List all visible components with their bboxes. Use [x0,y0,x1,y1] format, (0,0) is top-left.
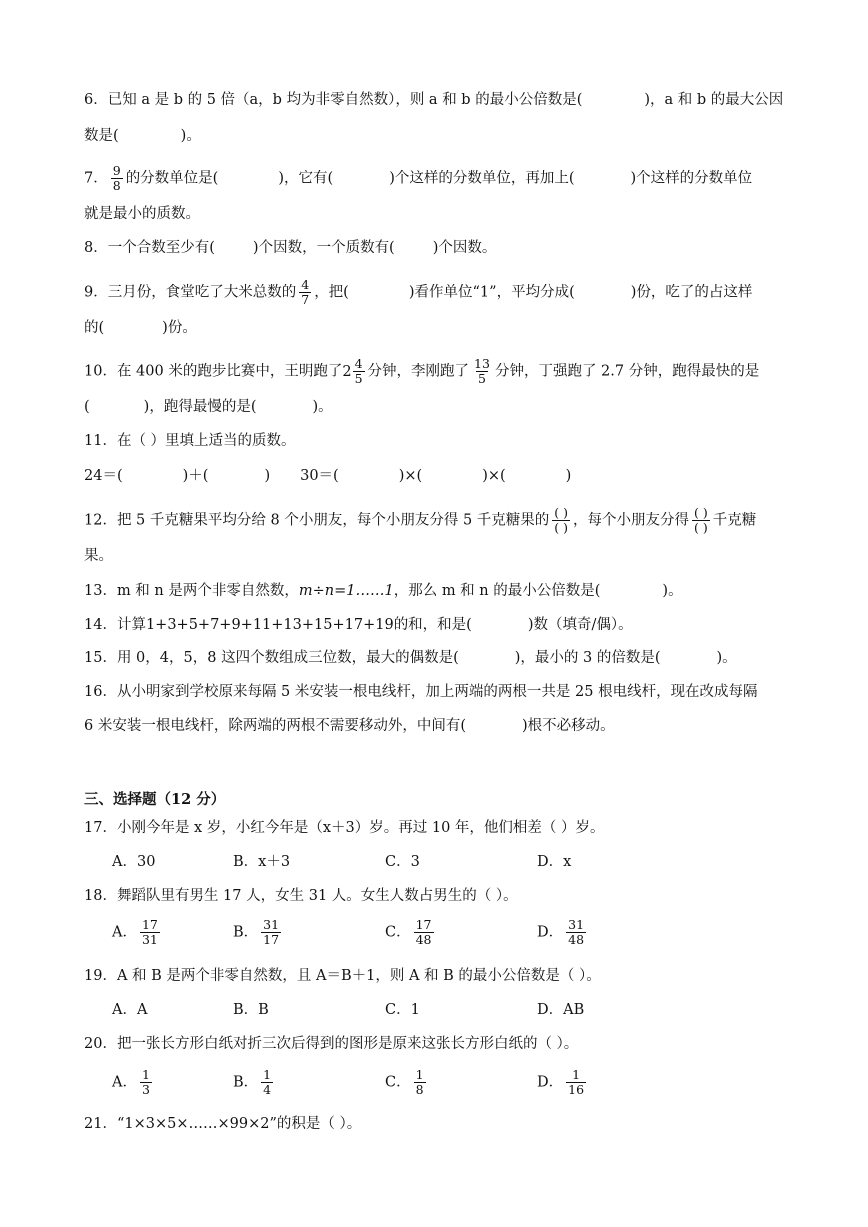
question-text: )，a 和 b 的最大公因 [644,92,784,108]
question-text: 的分数单位是( [125,170,219,187]
question-text: 的( [84,320,105,336]
fraction [261,918,281,947]
question-7-line-1 [84,164,786,193]
question-6-line-1 [84,90,786,110]
question-text: )个因数。 [432,240,497,256]
question-number: 12． [84,512,117,529]
question-6-line-2 [84,126,786,146]
question-14 [84,615,786,635]
fraction-numerator: 4 [301,277,310,292]
question-text: m 和 n 是两个非零自然数， [116,583,299,599]
fraction [353,357,365,386]
question-text: )个这样的分数单位，再加上( [389,170,575,187]
question-text: )。 [180,128,201,144]
question-10-line-2 [84,397,786,417]
question-text: “1×3×5×……×99×2”的积是（ ）。 [116,1116,362,1132]
question-text: )。 [716,650,737,666]
option-b[interactable]: B．B [233,1002,269,1018]
fraction [566,1068,586,1097]
option-b[interactable]: B．x＋3 [233,854,291,870]
mixed-number-whole: 2 [342,363,352,380]
fraction [472,357,492,386]
question-9-line-2 [84,318,786,338]
fraction [414,1068,426,1097]
fraction-numerator: 17 [141,917,158,932]
fraction-denominator-blank[interactable]: ( ) [554,520,569,535]
option-label: A． [112,1074,137,1091]
fraction [261,1068,273,1097]
option-label: D． [537,1074,564,1091]
fraction [299,278,311,307]
question-text: 在 400 米的跑步比赛中，王明跑了 [116,363,343,380]
fraction-blank[interactable] [692,506,710,535]
option-c[interactable] [385,1068,429,1097]
option-a[interactable]: A．30 [112,854,156,870]
question-number: 7． [84,170,108,187]
equation-text: )×( [482,468,506,484]
option-label: C． [385,1074,411,1091]
fraction-numerator: 4 [354,356,363,371]
question-text: 把一张长方形白纸对折三次后得到的图形是原来这张长方形白纸的（ ）。 [116,1036,579,1052]
fraction-numerator: 1 [572,1067,581,1082]
question-18 [84,886,786,906]
question-text: ，每个小朋友分得 [573,512,690,529]
fraction-numerator: 1 [263,1067,272,1082]
equation-text: 30＝( [300,468,339,484]
question-13 [84,581,786,601]
fraction-numerator: 31 [568,917,585,932]
math-expression: 1+3+5+7+9+11+13+15+17+19 [145,617,394,633]
option-d[interactable]: D．AB [537,1002,585,1018]
question-text: ，那么 m 和 n 的最小公倍数是( [393,583,601,599]
option-label: B． [233,1074,259,1091]
question-19 [84,966,786,986]
question-text: 千克糖 [712,512,757,529]
question-text: )个这样的分数单位 [630,170,753,187]
question-text: 6 米安装一根电线杆，除两端的两根不需要移动外，中间有( [84,718,466,734]
option-label: A． [112,924,137,941]
question-9-line-1 [84,278,786,307]
question-text: 三月份，食堂吃了大米总数的 [107,284,297,301]
question-number: 6． [84,92,108,108]
fraction-numerator-blank[interactable]: ( ) [554,505,569,520]
equation-text: )×( [398,468,423,484]
option-a[interactable] [112,918,163,947]
question-text: )份。 [162,320,197,336]
question-text: 舞蹈队里有男生 17 人，女生 31 人。女生人数占男生的（ ）。 [116,888,518,904]
question-16-line-2 [84,716,786,736]
question-text: 计算 [116,617,146,633]
question-text: 一个合数至少有( [107,240,215,256]
fraction-denominator: 16 [568,1082,585,1097]
fraction-numerator: 9 [112,163,121,178]
fraction-denominator: 5 [354,371,363,386]
question-17 [84,818,786,838]
option-label: B． [233,924,259,941]
fraction-numerator: 17 [415,917,432,932]
question-text: 就是最小的质数。 [84,206,200,222]
question-20 [84,1034,786,1054]
question-number: 18． [84,888,117,904]
fraction-denominator: 48 [415,932,432,947]
question-number: 19． [84,968,117,984]
fraction-denominator: 17 [263,932,280,947]
question-number: 8． [84,240,108,256]
question-number: 20． [84,1036,117,1052]
question-text: 小刚今年是 x 岁，小红今年是（x＋3）岁。再过 10 年，他们相差（ ）岁。 [116,820,605,836]
option-c[interactable]: C．1 [385,1002,420,1018]
fraction-denominator: 48 [568,932,585,947]
question-text: 从小明家到学校原来每隔 5 米安装一根电线杆，加上两端的两根一共是 25 根电线杆，现在改成每隔 [116,684,758,700]
fraction [140,1068,152,1097]
question-number: 13． [84,583,117,599]
question-16-line-1 [84,682,786,702]
question-21 [84,1114,786,1134]
equation-text: ) [264,468,271,484]
question-text: 把 5 千克糖果平均分给 8 个小朋友，每个小朋友分得 5 千克糖果的 [116,512,550,529]
question-number: 14． [84,617,117,633]
fraction-numerator: 1 [141,1067,150,1082]
option-b[interactable] [233,918,284,947]
question-text: ，把( [314,284,349,301]
question-text: A 和 B 是两个非零自然数，且 A＝B＋1，则 A 和 B 的最小公倍数是（ ）。 [116,968,601,984]
fraction-denominator: 31 [141,932,158,947]
question-text: 数是( [84,128,119,144]
question-text: )，它有( [278,170,334,187]
fraction-numerator: 1 [415,1067,424,1082]
question-text: 分钟，丁强跑了 2.7 分钟，跑得最快的是 [494,363,760,380]
question-text: 的和，和是( [393,617,472,633]
fraction-blank[interactable] [552,506,570,535]
question-12-line-1 [84,506,786,535]
question-text: )个因数，一个质数有( [252,240,395,256]
option-a[interactable] [112,1068,155,1097]
question-number: 16． [84,684,117,700]
fraction-numerator: 13 [474,356,490,371]
math-expression: m÷n=1……1 [298,583,394,599]
equation-text: )＋( [182,468,209,484]
option-b[interactable] [233,1068,276,1097]
fraction-denominator: 3 [141,1082,150,1097]
question-number: 11． [84,433,117,449]
question-text: )，跑得最慢的是( [143,399,257,415]
question-15 [84,648,786,668]
option-a[interactable]: A．A [112,1002,148,1018]
option-d[interactable]: D．x [537,854,572,870]
question-text: 用 0，4，5，8 这四个数组成三位数，最大的偶数是( [116,650,459,666]
fraction-denominator: 5 [478,371,486,386]
question-12-line-2 [84,546,786,566]
question-text: ( [84,399,90,415]
fraction [140,918,160,947]
equation-text: ) [565,468,572,484]
fraction [111,164,123,193]
fraction-denominator-blank[interactable]: ( ) [694,520,708,535]
question-number: 21． [84,1116,117,1132]
option-label: C． [385,924,411,941]
question-number: 17． [84,820,117,836]
question-text: )看作单位“1”，平均分成( [408,284,575,301]
question-text: )份，吃了的占这样 [630,284,753,301]
fraction [566,918,586,947]
fraction-denominator: 8 [415,1082,424,1097]
question-text: )。 [312,399,333,415]
section-title: 三、选择题（12 分） [84,791,226,808]
option-d[interactable] [537,918,589,947]
question-text: 在（ ）里填上适当的质数。 [116,433,296,449]
question-text: )根不必移动。 [522,718,615,734]
fraction-denominator: 4 [263,1082,272,1097]
question-text: )，最小的 3 的倍数是( [514,650,661,666]
equation-text: 24＝( [84,468,123,484]
fraction-denominator: 7 [301,292,310,307]
option-c[interactable]: C．3 [385,854,420,870]
question-11-equations [84,466,786,486]
question-text: 果。 [84,548,113,564]
question-text: 已知 a 是 b 的 5 倍（a，b 均为非零自然数），则 a 和 b 的最小公倍数是( [107,92,583,108]
question-11 [84,431,786,451]
question-text: )。 [662,583,683,599]
option-label: D． [537,924,564,941]
fraction [414,918,434,947]
question-text: )数（填奇/偶）。 [527,617,633,633]
option-d[interactable] [537,1068,589,1097]
question-number: 9． [84,284,108,301]
fraction-numerator: 31 [263,917,280,932]
question-number: 10． [84,363,117,380]
option-c[interactable] [385,918,437,947]
question-8 [84,238,786,258]
question-number: 15． [84,650,117,666]
question-10-line-1 [84,357,786,386]
fraction-numerator-blank[interactable]: ( ) [694,505,708,520]
question-text: 分钟，李刚跑了 [367,363,470,380]
fraction-denominator: 8 [112,178,121,193]
question-7-line-2 [84,204,786,224]
